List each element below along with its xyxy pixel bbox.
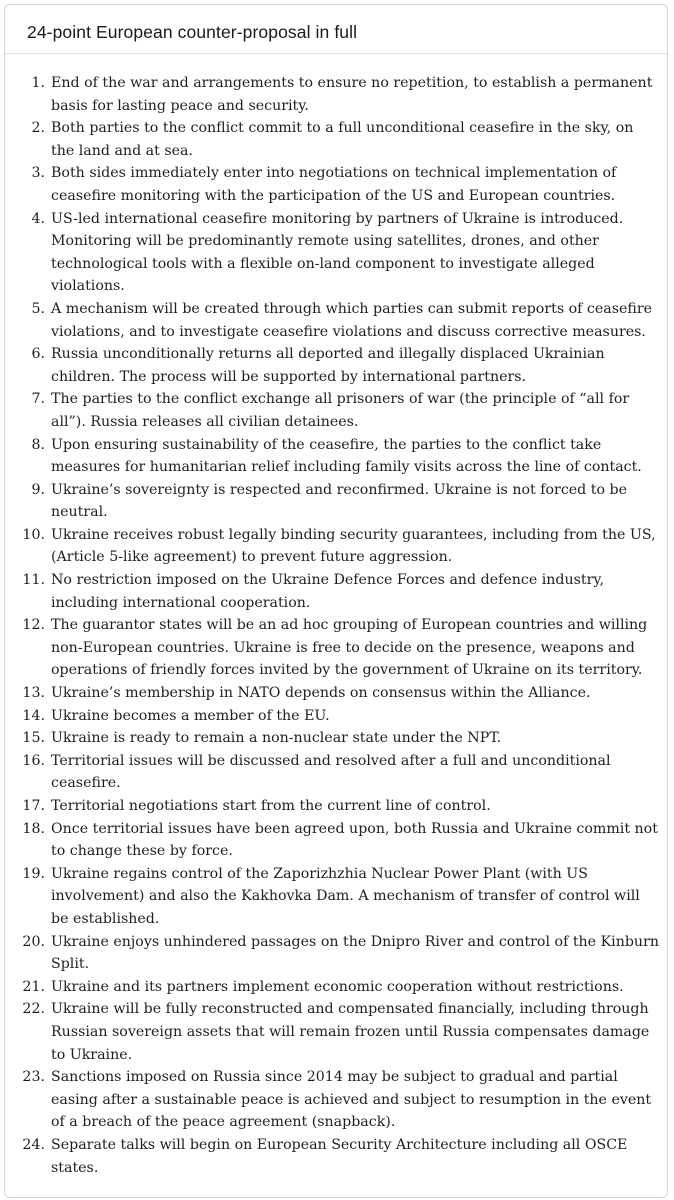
list-item [5,298,665,343]
point-number: 14. [22,707,45,724]
point-text: Ukraine receives robust legally binding security guarantees, including from the US, (Article 5-like agreement) to prevent future aggression. [51,526,656,566]
point-number: 7. [31,391,45,408]
point-number: 3. [31,165,45,182]
list-item [5,208,665,298]
point-text: Ukraine regains control of the Zaporizhzhia Nuclear Power Plant (with US involvement) and also the Kakhovka Dam. A mechanism of transfer of control will be established. [51,865,640,927]
point-text: No restriction imposed on the Ukraine Defence Forces and defence industry, including international cooperation. [51,572,605,611]
point-text: End of the war and arrangements to ensure no repetition, to establish a permanent basis for lasting peace and security. [51,75,653,114]
list-item [5,818,665,863]
list-item [5,976,665,999]
point-text: Separate talks will begin on European Security Architecture including all OSCE states. [51,1136,628,1176]
point-text: Upon ensuring sustainability of the ceasefire, the parties to the conflict take measures for humanitarian relief including family visits across the line of contact. [51,436,642,476]
points-list [5,72,665,1179]
list-item [5,727,665,750]
list-item [5,614,665,682]
point-number: 10. [22,526,45,543]
point-text: Sanctions imposed on Russia since 2014 may be subject to gradual and partial easing after a sustainable peace is achieved and subject to resumption in the event of a breach of the peace agreement (snapback). [51,1069,652,1131]
point-number: 16. [22,752,45,769]
list-item [5,388,665,433]
point-number: 17. [22,798,45,814]
list-item [5,343,665,388]
point-number: 9. [31,481,45,498]
point-number: 6. [31,346,45,363]
point-text: Ukraine’s membership in NATO depends on consensus within the Alliance. [51,685,591,702]
list-item [5,931,665,976]
list-item [5,162,665,207]
list-item [5,479,665,524]
point-text: Russia unconditionally returns all deported and illegally displaced Ukrainian children. The process will be supported by international partners. [51,346,605,385]
point-number: 18. [22,820,45,837]
point-text: Territorial negotiations start from the current line of control. [51,798,491,814]
list-item [5,705,665,728]
point-text: Both sides immediately enter into negotiations on technical implementation of ceasefire monitoring with the participation of the US and European countries. [51,165,617,204]
point-number: 24. [22,1136,45,1153]
point-text: A mechanism will be created through which parties can submit reports of ceasefire violations, and to investigate ceasefire violations and discuss corrective measures. [51,300,653,340]
point-text: Ukraine and its partners implement economic cooperation without restrictions. [51,978,624,995]
point-number: 8. [31,436,45,453]
point-number: 12. [22,617,45,634]
point-text: Territorial issues will be discussed and resolved after a full and unconditional ceasefire. [51,752,611,792]
point-number: 15. [22,730,45,747]
point-text: Ukraine will be fully reconstructed and compensated financially, including through Russian sovereign assets that will remain frozen until Russia compensates damage to Ukraine. [51,1001,650,1063]
point-text: The parties to the conflict exchange all prisoners of war (the principle of “all for all”). Russia releases all civilian detainees. [51,391,630,430]
title-divider [5,53,667,54]
point-number: 22. [22,1001,45,1018]
point-number: 4. [31,210,45,227]
list-item [5,1066,665,1134]
point-text: Ukraine is ready to remain a non-nuclear state under the NPT. [51,730,502,747]
point-text: The guarantor states will be an ad hoc grouping of European countries and willing non-European countries. Ukraine is free to decide on the presence, weapons and operations of friendly forces invited by the government of Ukraine on its territory. [51,617,648,679]
point-number: 23. [22,1069,45,1086]
list-item [5,998,665,1066]
list-item [5,682,665,705]
point-number: 19. [22,865,45,882]
list-item [5,524,665,569]
point-number: 11. [22,572,45,589]
list-item [5,569,665,614]
list-item [5,72,665,117]
point-number: 1. [31,75,45,91]
document-title: 24-point European counter-proposal in full [27,22,358,42]
list-item [5,1134,665,1179]
list-item [5,750,665,795]
list-item [5,434,665,479]
point-number: 21. [22,978,45,995]
point-text: Ukraine’s sovereignty is respected and reconfirmed. Ukraine is not forced to be neutral. [51,481,627,521]
point-text: Ukraine becomes a member of the EU. [51,707,330,724]
point-number: 13. [22,685,45,702]
point-text: Both parties to the conflict commit to a full unconditional ceasefire in the sky, on the land and at sea. [51,120,634,159]
point-number: 2. [31,120,45,137]
document-card [4,4,668,1198]
list-item [5,795,665,818]
list-item [5,863,665,931]
point-text: Once territorial issues have been agreed upon, both Russia and Ukraine commit not to change these by force. [51,820,658,860]
point-number: 5. [31,300,45,317]
point-text: US-led international ceasefire monitoring by partners of Ukraine is introduced. Monitoring will be predominantly remote using satellites, drones, and other technological tools with a flexible on-land component to investigate alleged violations. [51,210,624,295]
point-text: Ukraine enjoys unhindered passages on the Dnipro River and control of the Kinburn Split. [51,933,659,973]
list-item [5,117,665,162]
point-number: 20. [22,933,45,950]
